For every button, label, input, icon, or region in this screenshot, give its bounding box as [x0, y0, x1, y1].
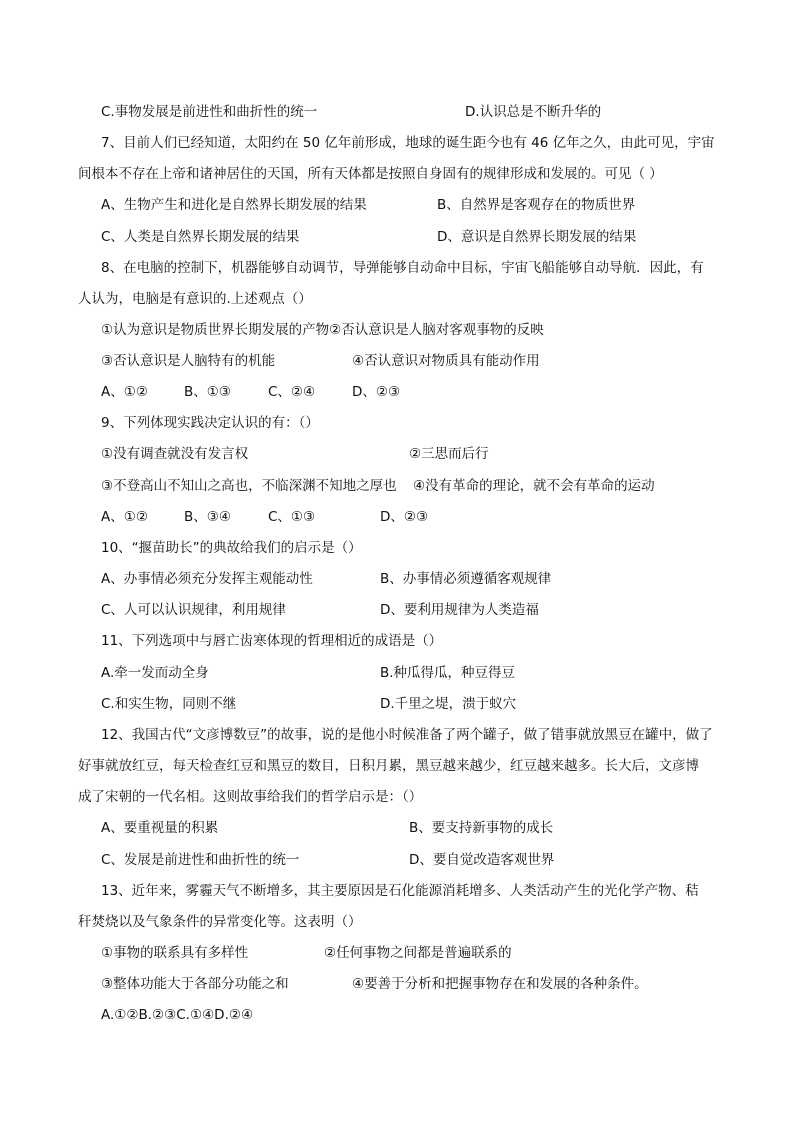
- statement-line: [0, 941, 794, 965]
- question-text: 11、下列选项中与唇亡齿寒体现的哲理相近的成语是（）: [101, 633, 443, 649]
- option-c: C.事物发展是前进性和曲折性的统一: [101, 104, 318, 120]
- question-13-line-2: [0, 910, 794, 934]
- statement-1: ①事物的联系具有多样性: [101, 945, 249, 961]
- option-c: C、发展是前进性和曲折性的统一: [101, 852, 300, 868]
- question-text: 12、我国古代“文彦博数豆”的故事，说的是他小时候准备了两个罐子，做了错事就放黑豆在罐中，做了: [101, 727, 713, 743]
- statement-line: [0, 318, 794, 342]
- option-b: B、③④: [184, 509, 231, 525]
- option-line: [0, 816, 794, 840]
- answer-options-line: [0, 1003, 794, 1027]
- question-7-line-2: [0, 162, 794, 186]
- question-text: 8、在电脑的控制下，机器能够自动调节，导弹能够自动命中目标，宇宙飞船能够自动导航．因此，有: [101, 260, 704, 276]
- option-b: B、①③: [184, 384, 231, 400]
- question-text: 13、近年来，雾霾天气不断增多，其主要原因是石化能源消耗增多、人类活动产生的光化学产物、秸: [101, 883, 699, 899]
- option-c: C、②④: [268, 384, 316, 400]
- option-line: [0, 567, 794, 591]
- statement-4: ④没有革命的理论，就不会有革命的运动: [413, 478, 655, 494]
- option-a: A、生物产生和进化是自然界长期发展的结果: [101, 197, 367, 213]
- statement-line: [0, 442, 794, 466]
- option-a: A、①②: [101, 384, 148, 400]
- question-9-line-1: [0, 411, 794, 435]
- statement-text: ①认为意识是物质世界长期发展的产物②否认意识是人脑对客观事物的反映: [101, 322, 544, 338]
- option-b: B、自然界是客观存在的物质世界: [437, 197, 636, 213]
- question-11-line-1: [0, 629, 794, 653]
- statement-2: ②任何事物之间都是普遍联系的: [324, 945, 512, 961]
- option-d: D、要自觉改造客观世界: [409, 852, 555, 868]
- option-c: C.和实生物，同则不继: [101, 696, 237, 712]
- option-c: C、人类是自然界长期发展的结果: [101, 229, 300, 245]
- question-text: 成了宋朝的一代名相。这则故事给我们的哲学启示是：（）: [78, 789, 423, 805]
- question-13-line-1: [0, 879, 794, 903]
- question-10-line-1: [0, 536, 794, 560]
- option-line: [0, 692, 794, 716]
- option-a: A、办事情必须充分发挥主观能动性: [101, 571, 313, 587]
- statement-line: [0, 349, 794, 373]
- question-text: 好事就放红豆，每天检查红豆和黑豆的数目，日积月累，黑豆越来越少，红豆越来越多。长大后，文彦博: [78, 758, 699, 774]
- option-line: [0, 848, 794, 872]
- question-8-line-2: [0, 287, 794, 311]
- option-line: [0, 225, 794, 249]
- statement-3: ③否认意识是人脑特有的机能: [101, 353, 276, 369]
- question-7-line-1: [0, 131, 794, 155]
- option-a: A、①②: [101, 509, 148, 525]
- statement-4: ④否认意识对物质具有能动作用: [352, 353, 540, 369]
- statement-line: [0, 972, 794, 996]
- option-line: [0, 661, 794, 685]
- answer-options-line: [0, 505, 794, 529]
- statement-line: [0, 474, 794, 498]
- option-line: [0, 598, 794, 622]
- question-12-line-1: [0, 723, 794, 747]
- question-text: 7、目前人们已经知道，太阳约在 50 亿年前形成，地球的诞生距今也有 46 亿年之久，由此可见，宇宙: [101, 135, 715, 151]
- option-a: A.牵一发而动全身: [101, 665, 209, 681]
- statement-3: ③整体功能大于各部分功能之和: [101, 976, 289, 992]
- question-text: 秆焚烧以及气象条件的异常变化等。这表明（）: [78, 914, 362, 930]
- option-b: B.种瓜得瓜，种豆得豆: [380, 665, 516, 681]
- statement-4: ④要善于分析和把握事物存在和发展的各种条件。: [352, 976, 648, 992]
- option-b: B、办事情必须遵循客观规律: [380, 571, 552, 587]
- statement-3: ③不登高山不知山之高也，不临深渊不知地之厚也: [101, 478, 397, 494]
- option-line: [0, 100, 794, 124]
- option-d: D.千里之堤，溃于蚁穴: [380, 696, 517, 712]
- option-d: D.认识总是不断升华的: [465, 104, 602, 120]
- option-d: D、②③: [352, 384, 401, 400]
- question-12-line-2: [0, 754, 794, 778]
- option-c: C、人可以认识规律，利用规律: [101, 602, 286, 618]
- question-12-line-3: [0, 785, 794, 809]
- option-d: D、要利用规律为人类造福: [380, 602, 539, 618]
- question-text: 人认为，电脑是有意识的.上述观点（）: [78, 291, 312, 307]
- option-b: B、要支持新事物的成长: [409, 820, 554, 836]
- question-text: 间根本不存在上帝和诸神居住的天国，所有天体都是按照自身固有的规律形成和发展的。可见（ ）: [78, 166, 663, 182]
- statement-2: ②三思而后行: [409, 446, 489, 462]
- question-text: 9、下列体现实践决定认识的有：（）: [101, 415, 319, 431]
- statement-1: ①没有调查就没有发言权: [101, 446, 249, 462]
- option-line: [0, 193, 794, 217]
- option-a: A、要重视量的积累: [101, 820, 219, 836]
- answer-options-line: [0, 380, 794, 404]
- option-d: D、②③: [380, 509, 429, 525]
- option-d: D、意识是自然界长期发展的结果: [437, 229, 637, 245]
- answer-options: A.①②B.②③C.①④D.②④: [101, 1007, 254, 1023]
- question-8-line-1: [0, 256, 794, 280]
- option-c: C、①③: [268, 509, 316, 525]
- question-text: 10、“揠苗助长”的典故给我们的启示是（）: [101, 540, 362, 556]
